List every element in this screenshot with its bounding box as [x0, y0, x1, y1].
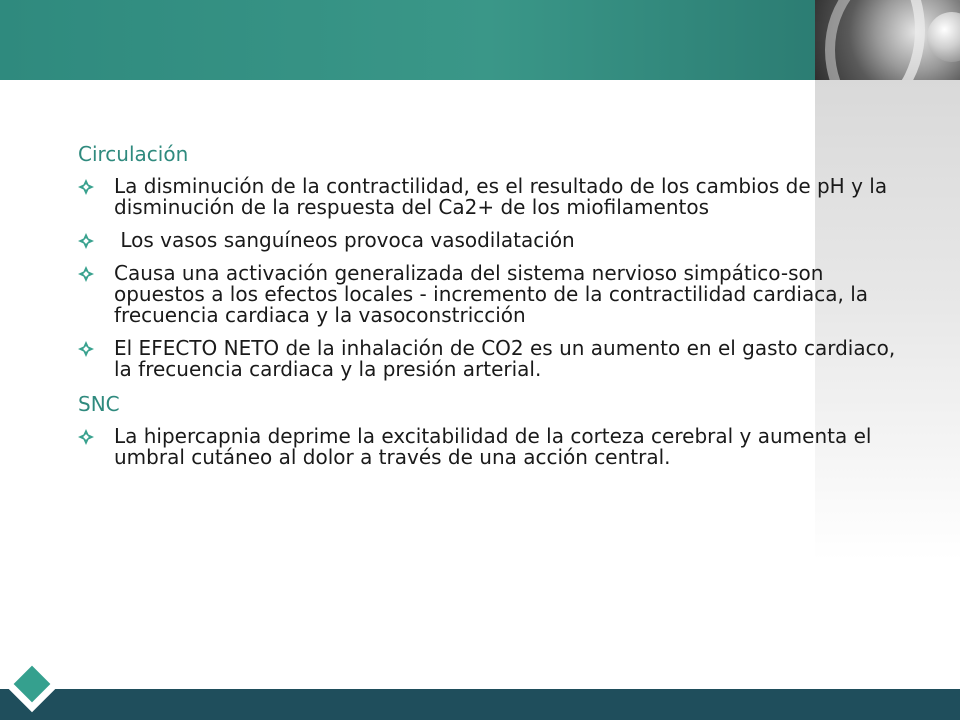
diamond-bullet-icon: [78, 429, 94, 445]
bullet-item: [78, 338, 898, 380]
bullet-text: La hipercapnia deprime la excitabilidad de la corteza cerebral y aumenta el umbral cutáneo al dolor a través de una acción central.: [114, 424, 872, 469]
bullet-item: [78, 176, 898, 218]
diamond-bullet-icon: [78, 179, 94, 195]
slide-content: [78, 142, 898, 480]
decorative-corner-image: [815, 0, 960, 80]
bullet-text: Causa una activación generalizada del sistema nervioso simpático-son opuestos a los efectos locales - incremento de la contractilidad cardiaca, la frecuencia cardiaca y la vasoconstricción: [114, 261, 869, 327]
diamond-bullet-icon: [78, 266, 94, 282]
footer-bar: [0, 689, 960, 720]
diamond-bullet-icon: [78, 233, 94, 249]
bullet-item: [78, 426, 898, 468]
section-heading-snc: SNC: [78, 392, 120, 416]
bullet-text: La disminución de la contractilidad, es el resultado de los cambios de pH y la disminución de la respuesta del Ca2+ de los miofilamentos: [114, 174, 888, 219]
bullet-text: Los vasos sanguíneos provoca vasodilatación: [114, 228, 575, 252]
diamond-bullet-icon: [78, 341, 94, 357]
header-band: [0, 0, 815, 80]
bullet-text: El EFECTO NETO de la inhalación de CO2 es un aumento en el gasto cardiaco, la frecuencia cardiaca y la presión arterial.: [114, 336, 896, 381]
bullet-item: [78, 230, 898, 251]
section-heading-circulacion: Circulación: [78, 142, 189, 166]
bullet-item: [78, 263, 898, 326]
